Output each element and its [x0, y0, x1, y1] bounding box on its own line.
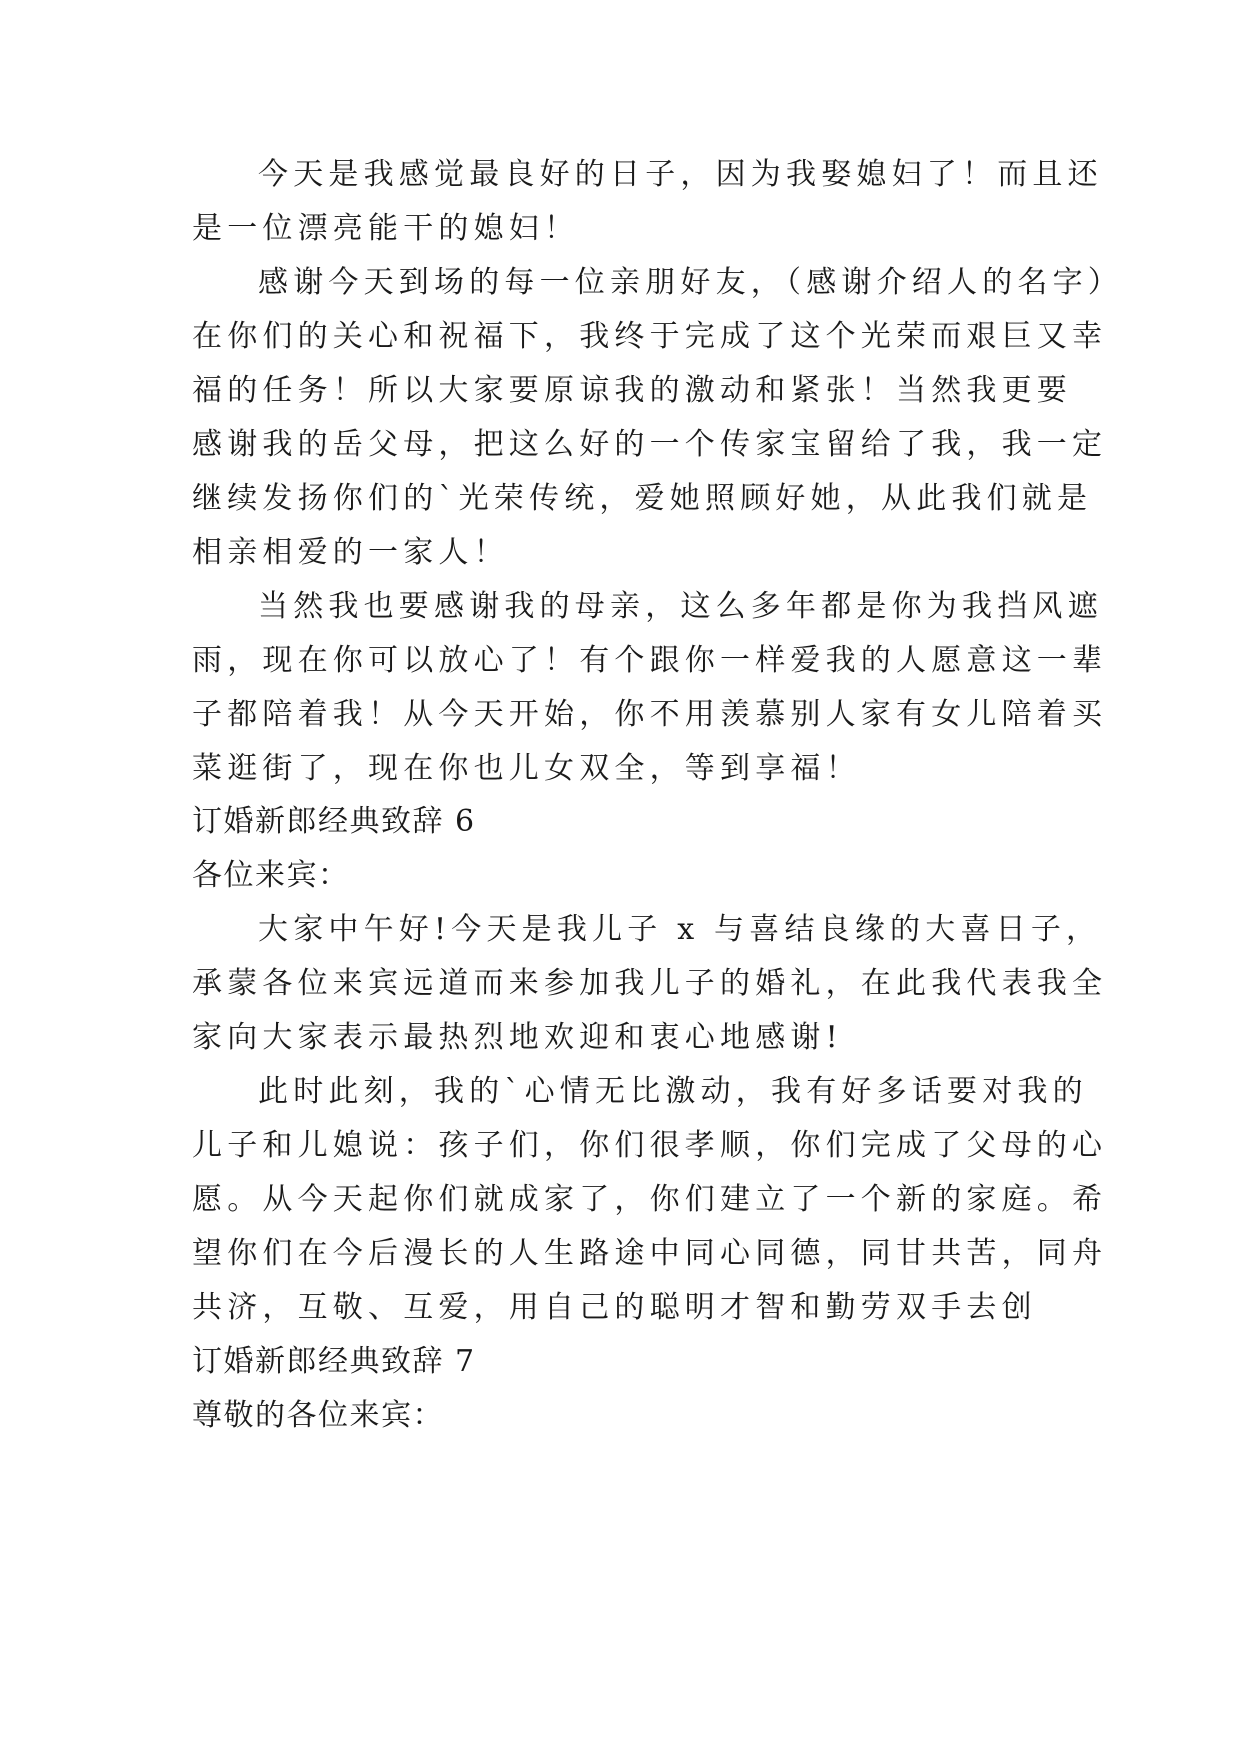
- paragraph-line: 大家中午好!今天是我儿子 x 与喜结良缘的大喜日子，: [258, 912, 1102, 947]
- section-heading: 订婚新郎经典致辞 7: [192, 1344, 476, 1379]
- paragraph-line: 是一位漂亮能干的媳妇！: [192, 211, 580, 246]
- paragraph-line: 福的任务！所以大家要原谅我的激动和紧张！当然我更要: [192, 373, 1072, 408]
- salutation: 各位来宾：: [192, 858, 350, 893]
- paragraph-line: 雨，现在你可以放心了！有个跟你一样爱我的人愿意这一辈: [192, 643, 1108, 678]
- paragraph-line: 继续发扬你们的`光荣传统，爱她照顾好她，从此我们就是: [192, 481, 1093, 516]
- paragraph-line: 感谢今天到场的每一位亲朋好友，（感谢介绍人的名字）: [258, 265, 1123, 300]
- paragraph-line: 感谢我的岳父母，把这么好的一个传家宝留给了我，我一定: [192, 427, 1108, 462]
- paragraph-line: 此时此刻，我的`心情无比激动，我有好多话要对我的: [258, 1074, 1088, 1109]
- paragraph-line: 在你们的关心和祝福下，我终于完成了这个光荣而艰巨又幸: [192, 319, 1108, 354]
- paragraph-line: 家向大家表示最热烈地欢迎和衷心地感谢!: [192, 1020, 843, 1055]
- paragraph-line: 儿子和儿媳说：孩子们，你们很孝顺，你们完成了父母的心: [192, 1128, 1108, 1163]
- paragraph-line: 子都陪着我！从今天开始，你不用羡慕别人家有女儿陪着买: [192, 697, 1108, 732]
- paragraph-line: 愿。从今天起你们就成家了，你们建立了一个新的家庭。希: [192, 1182, 1108, 1217]
- paragraph-line: 菜逛街了，现在你也儿女双全，等到享福！: [192, 751, 861, 786]
- salutation: 尊敬的各位来宾：: [192, 1398, 444, 1433]
- paragraph-line: 望你们在今后漫长的人生路途中同心同德，同甘共苦，同舟: [192, 1236, 1108, 1271]
- paragraph-line: 共济，互敬、互爱，用自己的聪明才智和勤劳双手去创: [192, 1290, 1037, 1325]
- paragraph-line: 承蒙各位来宾远道而来参加我儿子的婚礼，在此我代表我全: [192, 966, 1108, 1001]
- paragraph-line: 当然我也要感谢我的母亲，这么多年都是你为我挡风遮: [258, 589, 1103, 624]
- paragraph-line: 相亲相爱的一家人！: [192, 535, 509, 570]
- section-heading: 订婚新郎经典致辞 6: [192, 804, 476, 839]
- paragraph-line: 今天是我感觉最良好的日子，因为我娶媳妇了！而且还: [258, 157, 1103, 192]
